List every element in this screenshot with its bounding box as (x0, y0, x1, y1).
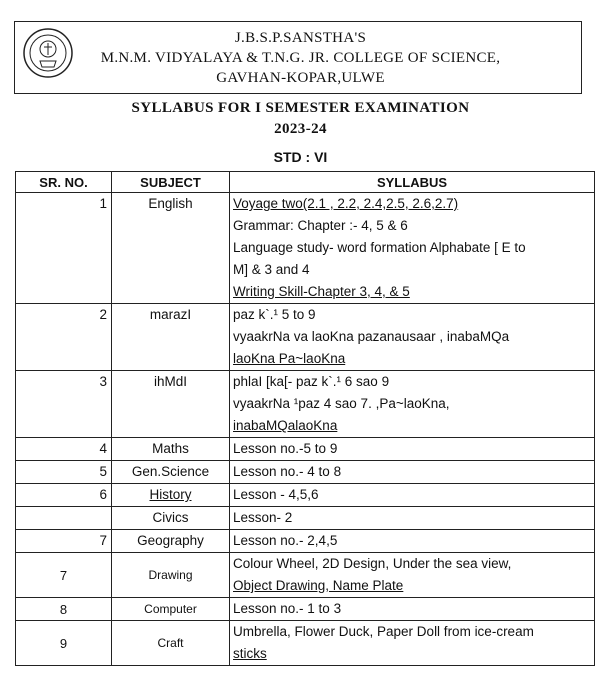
college-address: GAVHAN-KOPAR,ULWE (216, 70, 385, 86)
subject-cell: History (112, 484, 230, 507)
column-header-subject: SUBJECT (112, 172, 230, 193)
table-row (16, 484, 595, 507)
table-header-row (16, 172, 595, 193)
college-name: M.N.M. VIDYALAYA & T.N.G. JR. COLLEGE OF SCIENCE, (100, 50, 501, 66)
subject-cell: Drawing (112, 553, 230, 598)
subject-cell: English (112, 193, 230, 304)
academic-year: 2023-24 (274, 121, 327, 137)
table-row (16, 507, 595, 530)
subject-cell: Computer (112, 598, 230, 621)
syllabus-cell: paz k`.¹ 5 to 9 vyaakrNa va laoKna pazanausaar , inabaMQa laoKna Pa~laoKna (230, 304, 595, 371)
subject-cell: Gen.Science (112, 461, 230, 484)
table-row (16, 530, 595, 553)
syllabus-cell: Colour Wheel, 2D Design, Under the sea view, Object Drawing, Name Plate (230, 553, 595, 598)
exam-title: SYLLABUS FOR I SEMESTER EXAMINATION (131, 100, 470, 116)
sr-no-cell: 4 (16, 438, 112, 461)
table-row (16, 598, 595, 621)
syllabus-table (15, 171, 595, 666)
standard-label: STD : VI (273, 149, 328, 165)
subject-cell: ihMdI (112, 371, 230, 438)
column-header-syllabus: SYLLABUS (230, 172, 595, 193)
syllabus-cell: Lesson no.- 1 to 3 (230, 598, 595, 621)
table-row (16, 371, 595, 438)
subject-cell: Geography (112, 530, 230, 553)
table-row (16, 461, 595, 484)
sr-no-cell: 7 (16, 530, 112, 553)
subject-cell: Civics (112, 507, 230, 530)
syllabus-cell: Lesson no.-5 to 9 (230, 438, 595, 461)
subject-cell: Craft (112, 621, 230, 666)
table-row (16, 193, 595, 304)
table-row (16, 621, 595, 666)
sr-no-cell: 2 (16, 304, 112, 371)
subject-cell: Maths (112, 438, 230, 461)
table-row (16, 438, 595, 461)
table-row (16, 304, 595, 371)
sr-no-cell: 6 (16, 484, 112, 507)
sr-no-cell: 7 (16, 553, 112, 598)
syllabus-cell: phlaI [ka[- paz k`.¹ 6 sao 9 vyaakrNa ¹paz 4 sao 7. ,Pa~laoKna, inabaMQalaoKna (230, 371, 595, 438)
column-header-sr-no: SR. NO. (16, 172, 112, 193)
sr-no-cell: 3 (16, 371, 112, 438)
sr-no-cell: 8 (16, 598, 112, 621)
trust-name: J.B.S.P.SANSTHA'S (234, 30, 367, 46)
syllabus-cell: Umbrella, Flower Duck, Paper Doll from ice-cream sticks (230, 621, 595, 666)
syllabus-cell: Lesson - 4,5,6 (230, 484, 595, 507)
sr-no-cell: 9 (16, 621, 112, 666)
syllabus-cell: Lesson no.- 2,4,5 (230, 530, 595, 553)
sr-no-cell: 1 (16, 193, 112, 304)
sr-no-cell: 5 (16, 461, 112, 484)
subject-cell: marazI (112, 304, 230, 371)
syllabus-cell: Lesson- 2 (230, 507, 595, 530)
sr-no-cell (16, 507, 112, 530)
syllabus-cell: Voyage two(2.1 , 2.2, 2.4,2.5, 2.6,2.7) Grammar: Chapter :- 4, 5 & 6 Language study- word formation Alphabate [ E to M] & 3 and 4 Writing Skill-Chapter 3, 4, & 5 (230, 193, 595, 304)
syllabus-cell: Lesson no.- 4 to 8 (230, 461, 595, 484)
table-row (16, 553, 595, 598)
